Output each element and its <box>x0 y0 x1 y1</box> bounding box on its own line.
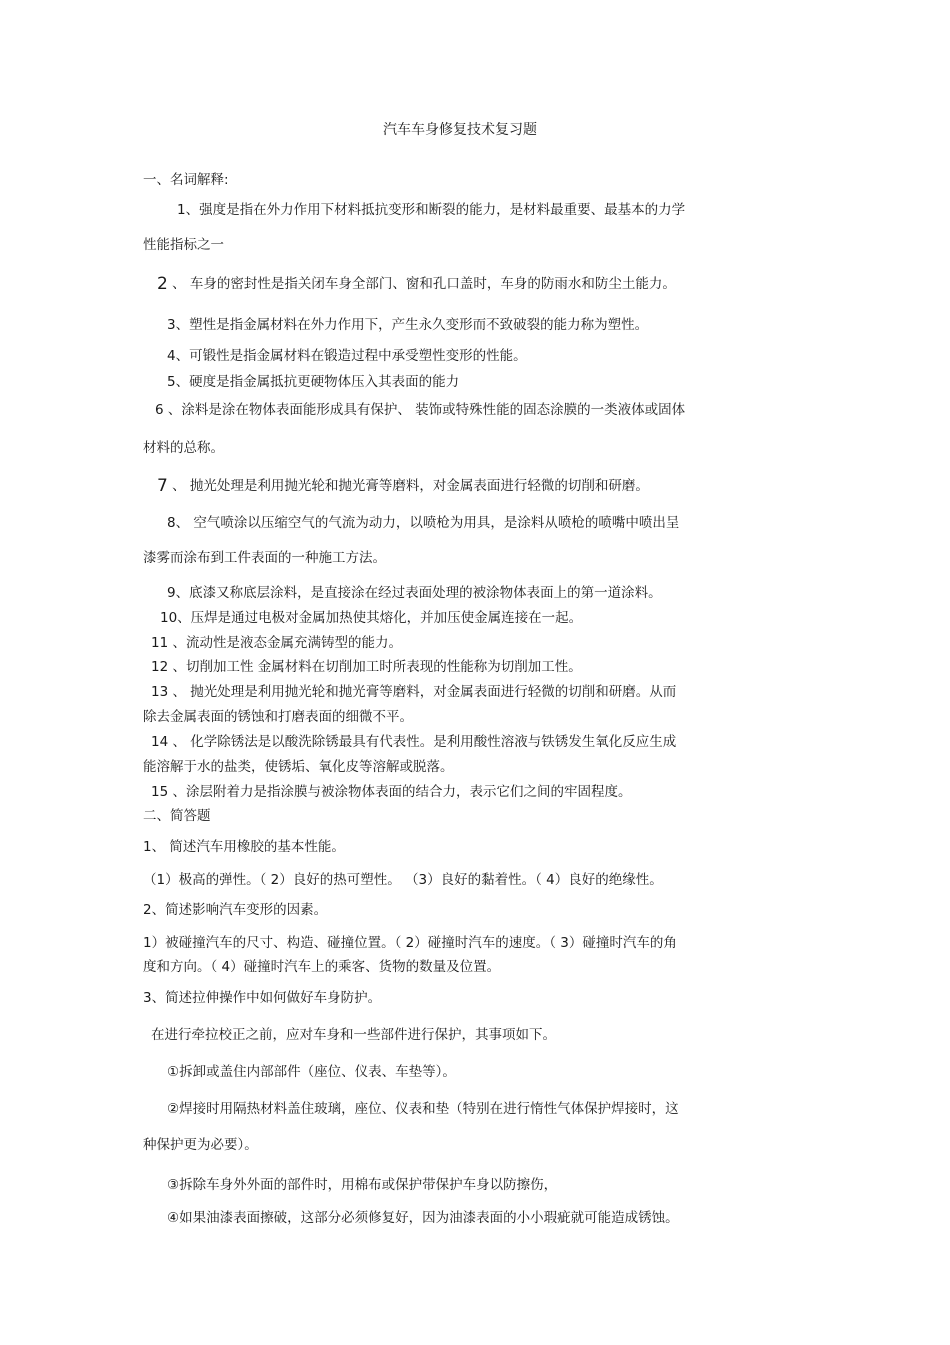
term-3: 3、塑性是指金属材料在外力作用下，产生永久变形而不致破裂的能力称为塑性。 <box>167 317 649 333</box>
answer-1: （1）极高的弹性。（ 2）良好的热可塑性。 （3）良好的黏着性。（ 4）良好的绝缘性。 <box>143 872 663 888</box>
answer-3-intro: 在进行牵拉校正之前，应对车身和一些部件进行保护，其事项如下。 <box>151 1027 556 1043</box>
term-15: 15 、涂层附着力是指涂膜与被涂物体表面的结合力，表示它们之间的牢固程度。 <box>151 784 632 800</box>
term-12: 12 、切削加工性 金属材料在切削加工时所表现的性能称为切削加工性。 <box>151 659 582 675</box>
answer-3-item-4: ④如果油漆表面擦破，这部分必须修复好，因为油漆表面的小小瑕疵就可能造成锈蚀。 <box>167 1210 679 1226</box>
term-10: 10、压焊是通过电极对金属加热使其熔化，并加压使金属连接在一起。 <box>160 610 583 626</box>
question-3: 3、简述拉伸操作中如何做好车身防护。 <box>143 990 382 1006</box>
term-14-line-2: 能溶解于水的盐类，使锈垢、氧化皮等溶解或脱落。 <box>143 759 454 775</box>
term-2-text: 、 车身的密封性是指关闭车身全部门、窗和孔口盖时，车身的防雨水和防尘土能力。 <box>167 276 676 292</box>
term-7-number: 7 <box>157 476 168 496</box>
term-2-number: 2 <box>157 274 168 294</box>
answer-3-item-3: ③拆除车身外外面的部件时，用棉布或保护带保护车身以防擦伤， <box>167 1177 558 1193</box>
term-1-line-2: 性能指标之一 <box>143 237 224 253</box>
term-9: 9、底漆又称底层涂料，是直接涂在经过表面处理的被涂物体表面上的第一道涂料。 <box>167 585 662 601</box>
answer-2-line-1: 1）被碰撞汽车的尺寸、构造、碰撞位置。（ 2）碰撞时汽车的速度。（ 3）碰撞时汽车的角 <box>143 935 677 951</box>
term-7 <box>157 477 649 495</box>
term-8-line-1: 8、 空气喷涂以压缩空气的气流为动力，以喷枪为用具，是涂料从喷枪的喷嘴中喷出呈 <box>167 515 680 531</box>
answer-3-item-2-cont: 种保护更为必要）。 <box>143 1137 258 1153</box>
page-title: 汽车车身修复技术复习题 <box>383 122 537 138</box>
term-4: 4、可锻性是指金属材料在锻造过程中承受塑性变形的性能。 <box>167 348 527 364</box>
answer-3-item-2: ②焊接时用隔热材料盖住玻璃，座位、仪表和垫（特别在进行惰性气体保护焊接时，这 <box>167 1101 679 1117</box>
term-14-line-1: 14 、 化学除锈法是以酸洗除锈最具有代表性。是利用酸性溶液与铁锈发生氧化反应生成 <box>151 734 677 750</box>
term-13-line-2: 除去金属表面的锈蚀和打磨表面的细微不平。 <box>143 709 413 725</box>
section2-heading: 二、简答题 <box>143 808 211 824</box>
question-2: 2、简述影响汽车变形的因素。 <box>143 902 328 918</box>
term-13-line-1: 13 、 抛光处理是利用抛光轮和抛光膏等磨料，对金属表面进行轻微的切削和研磨。从而 <box>151 684 677 700</box>
term-11: 11 、流动性是液态金属充满铸型的能力。 <box>151 635 402 651</box>
answer-3-item-1: ①拆卸或盖住内部部件（座位、仪表、车垫等）。 <box>167 1064 456 1080</box>
term-1-line-1: 1、强度是指在外力作用下材料抵抗变形和断裂的能力，是材料最重要、最基本的力学 <box>177 202 686 218</box>
question-1: 1、 简述汽车用橡胶的基本性能。 <box>143 839 345 855</box>
section1-heading: 一、名词解释: <box>143 172 229 188</box>
term-7-text: 、 抛光处理是利用抛光轮和抛光膏等磨料，对金属表面进行轻微的切削和研磨。 <box>167 478 649 494</box>
term-5: 5、硬度是指金属抵抗更硬物体压入其表面的能力 <box>167 374 460 390</box>
term-6-line-1: 6 、涂料是涂在物体表面能形成具有保护、 装饰或特殊性能的固态涂膜的一类液体或固体 <box>155 402 686 418</box>
answer-2-line-2: 度和方向。（ 4）碰撞时汽车上的乘客、货物的数量及位置。 <box>143 959 501 975</box>
term-2 <box>157 275 676 293</box>
term-8-line-2: 漆雾而涂布到工件表面的一种施工方法。 <box>143 550 386 566</box>
term-6-line-2: 材料的总称。 <box>143 440 224 456</box>
